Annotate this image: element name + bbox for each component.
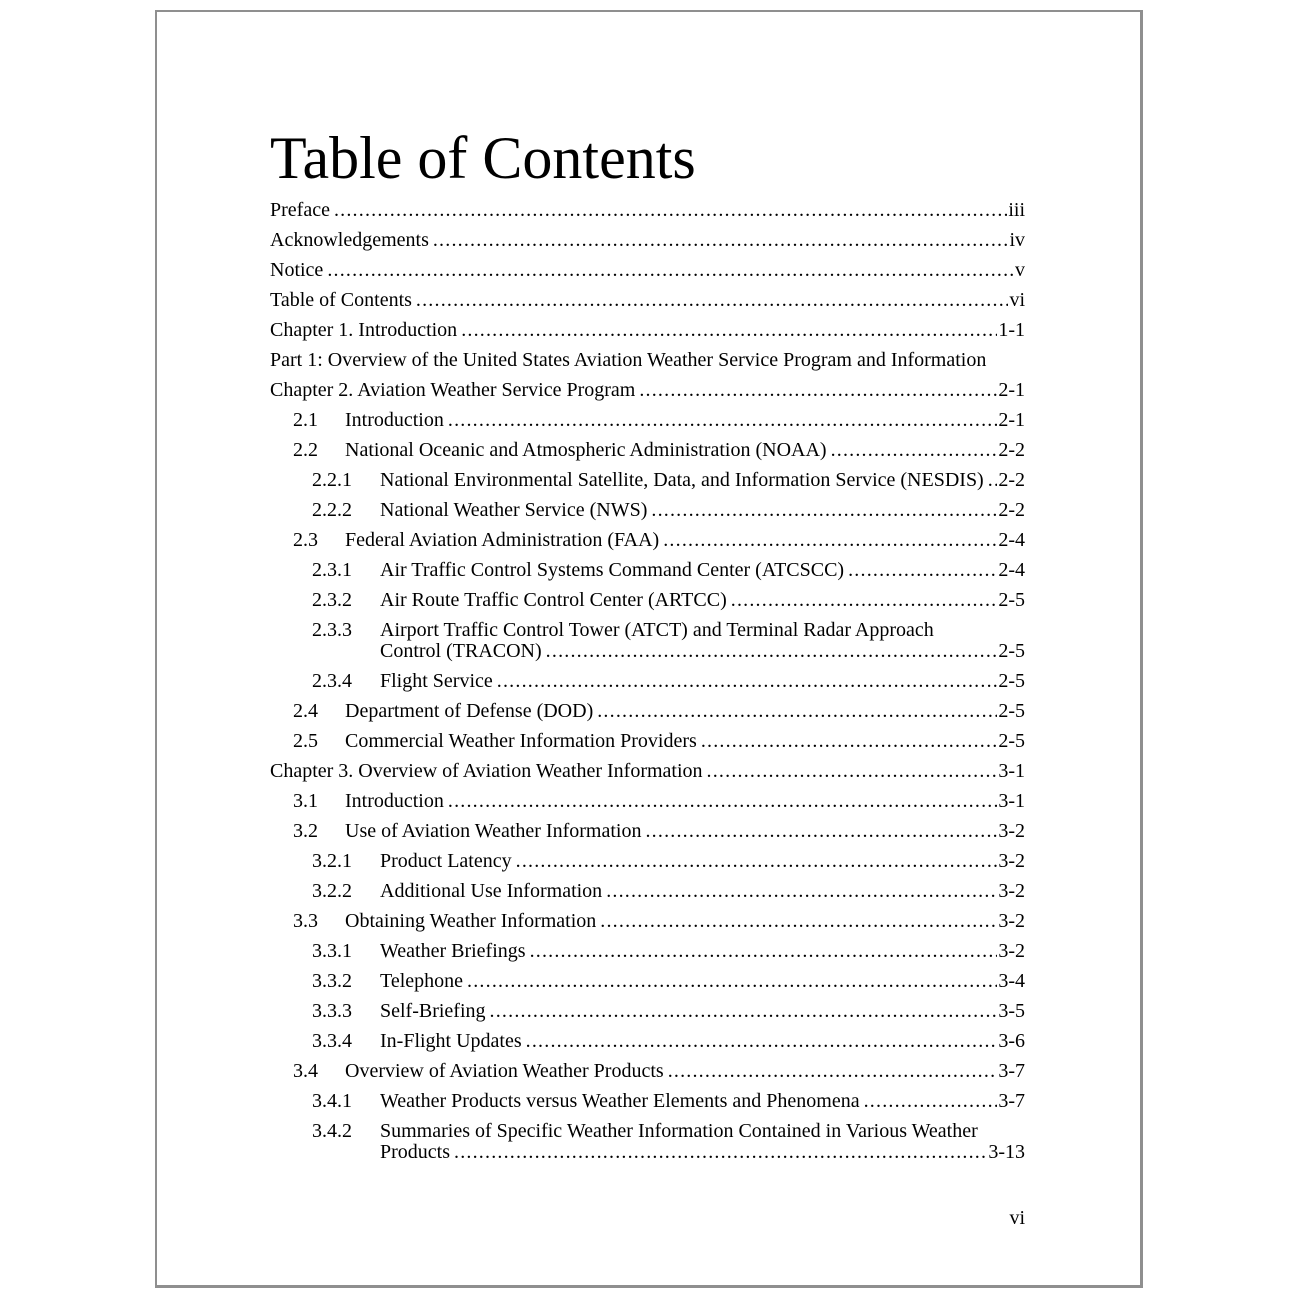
toc-entry-label: Table of Contents	[270, 289, 412, 311]
toc-entry	[270, 1091, 1025, 1112]
toc-entry-label: Flight Service	[380, 670, 493, 692]
toc-entry	[270, 701, 1025, 722]
dot-leader	[668, 1061, 998, 1082]
toc-entry-number: 3.2	[293, 820, 318, 842]
toc-entry-label-continued: Control (TRACON)	[380, 640, 542, 662]
toc-entry-number: 2.1	[293, 409, 318, 431]
toc-entry-page: 2-2	[998, 469, 1025, 491]
toc-entry-page: 2-5	[998, 640, 1025, 662]
toc-entry-page: 2-1	[998, 379, 1025, 401]
dot-leader	[467, 971, 997, 992]
toc-entry-number: 2.3.3	[312, 619, 352, 641]
toc-entry-number: 3.3.4	[312, 1030, 352, 1052]
toc-entry-number: 3.3.2	[312, 970, 352, 992]
toc-entry-number: 2.5	[293, 730, 318, 752]
dot-leader	[448, 791, 997, 812]
toc-entry-label: National Weather Service (NWS)	[380, 499, 648, 521]
toc-entry-label-continued: Products	[380, 1141, 450, 1163]
toc-entry-label: Commercial Weather Information Providers	[345, 730, 697, 752]
toc-entry-number: 3.3.1	[312, 940, 352, 962]
toc-entry	[270, 881, 1025, 902]
dot-leader	[600, 911, 997, 932]
toc-entry	[270, 731, 1025, 752]
dot-leader	[597, 701, 997, 722]
toc-entry-page: 2-5	[998, 730, 1025, 752]
toc-entry-label: Chapter 3. Overview of Aviation Weather Information	[270, 760, 703, 782]
toc-entry-number: 2.3	[293, 529, 318, 551]
toc-entry-label: Introduction	[345, 409, 444, 431]
toc-entry-page: 2-5	[998, 700, 1025, 722]
toc-entry-label: Federal Aviation Administration (FAA)	[345, 529, 660, 551]
toc-entry-page: 3-2	[998, 910, 1025, 932]
toc-entry	[270, 290, 1025, 311]
toc-entry	[270, 320, 1025, 341]
toc-entry	[270, 671, 1025, 692]
toc-entry	[270, 560, 1025, 581]
toc-entry	[270, 380, 1025, 401]
toc-entry-page: 3-7	[998, 1090, 1025, 1112]
toc-entry-page: 3-13	[988, 1141, 1025, 1163]
toc-entry-label: National Oceanic and Atmospheric Administration (NOAA)	[345, 439, 827, 461]
toc-entry-page: 3-1	[998, 760, 1025, 782]
toc-entry-page: 3-5	[998, 1000, 1025, 1022]
toc-entry-page: 2-4	[998, 559, 1025, 581]
toc-entry-number: 3.1	[293, 790, 318, 812]
dot-leader	[707, 761, 998, 782]
toc-entry	[270, 350, 1025, 371]
toc-entry-page: iv	[1009, 229, 1025, 251]
dot-leader	[731, 590, 998, 611]
toc-entry	[270, 851, 1025, 872]
page-title: Table of Contents	[270, 125, 696, 191]
dot-leader	[454, 1142, 987, 1163]
toc-entry-label: Air Route Traffic Control Center (ARTCC)	[380, 589, 727, 611]
toc-entry-page: 3-2	[998, 820, 1025, 842]
toc-entry-number: 3.4.2	[312, 1120, 352, 1142]
toc-entry-page: vi	[1009, 289, 1025, 311]
toc-entry-number: 2.2.2	[312, 499, 352, 521]
toc-entry-label: Overview of Aviation Weather Products	[345, 1060, 664, 1082]
toc-entry-number: 3.2.2	[312, 880, 352, 902]
toc-entry	[270, 470, 1025, 491]
dot-leader	[701, 731, 998, 752]
toc-entry-number: 2.3.2	[312, 589, 352, 611]
toc-entry	[270, 761, 1025, 782]
dot-leader	[651, 500, 997, 521]
toc-entry-page: 2-4	[998, 529, 1025, 551]
toc-entry	[270, 500, 1025, 521]
toc-entry-label: Use of Aviation Weather Information	[345, 820, 642, 842]
dot-leader	[497, 671, 998, 692]
toc-list	[270, 200, 1025, 1172]
toc-entry-page: 3-7	[998, 1060, 1025, 1082]
toc-entry-page: 3-1	[998, 790, 1025, 812]
toc-entry	[270, 410, 1025, 431]
toc-entry-page: v	[1015, 259, 1025, 281]
toc-entry-label: Air Traffic Control Systems Command Center (ATCSCC)	[380, 559, 845, 581]
toc-entry	[270, 620, 1025, 662]
toc-entry-number: 3.4.1	[312, 1090, 352, 1112]
toc-entry-number: 3.2.1	[312, 850, 352, 872]
dot-leader	[988, 470, 998, 491]
toc-entry-label: National Environmental Satellite, Data, and Information Service (NESDIS)	[380, 469, 984, 491]
toc-entry-number: 2.2.1	[312, 469, 352, 491]
footer-page-number: vi	[1009, 1207, 1025, 1229]
toc-entry	[270, 530, 1025, 551]
dot-leader	[606, 881, 997, 902]
toc-entry-page: 1-1	[998, 319, 1025, 341]
toc-entry-label: Product Latency	[380, 850, 512, 872]
dot-leader	[831, 440, 998, 461]
dot-leader	[334, 200, 1007, 221]
dot-leader	[490, 1001, 998, 1022]
dot-leader	[327, 260, 1014, 281]
toc-entry	[270, 911, 1025, 932]
toc-entry-label: Weather Products versus Weather Elements and Phenomena	[380, 1090, 860, 1112]
toc-entry-number: 3.3.3	[312, 1000, 352, 1022]
toc-entry-label: Additional Use Information	[380, 880, 603, 902]
dot-leader	[526, 1031, 998, 1052]
toc-entry-page: iii	[1008, 199, 1025, 221]
toc-entry-page: 3-2	[998, 880, 1025, 902]
toc-entry-label: Weather Briefings	[380, 940, 526, 962]
dot-leader	[433, 230, 1009, 251]
toc-entry	[270, 1121, 1025, 1163]
dot-leader	[645, 821, 997, 842]
dot-leader	[416, 290, 1009, 311]
toc-entry-page: 2-1	[998, 409, 1025, 431]
dot-leader	[663, 530, 997, 551]
dot-leader	[546, 641, 998, 662]
toc-entry-label: In-Flight Updates	[380, 1030, 522, 1052]
toc-entry	[270, 260, 1025, 281]
toc-entry	[270, 200, 1025, 221]
toc-entry-label: Notice	[270, 259, 324, 281]
dot-leader	[461, 320, 997, 341]
dot-leader	[448, 410, 997, 431]
toc-entry-label: Airport Traffic Control Tower (ATCT) and Terminal Radar Approach	[380, 619, 934, 641]
toc-entry-number: 2.2	[293, 439, 318, 461]
toc-entry	[270, 971, 1025, 992]
toc-entry	[270, 791, 1025, 812]
toc-entry-label: Acknowledgements	[270, 229, 429, 251]
toc-entry	[270, 590, 1025, 611]
toc-entry-page: 2-5	[998, 670, 1025, 692]
toc-entry-number: 2.4	[293, 700, 318, 722]
toc-entry-label: Part 1: Overview of the United States Aviation Weather Service Program and Information	[270, 349, 987, 371]
toc-entry-page: 2-2	[998, 439, 1025, 461]
toc-entry-label: Summaries of Specific Weather Information Contained in Various Weather	[380, 1120, 978, 1142]
toc-entry-label: Chapter 2. Aviation Weather Service Program	[270, 379, 636, 401]
toc-entry-page: 3-4	[998, 970, 1025, 992]
toc-entry-label: Self-Briefing	[380, 1000, 486, 1022]
toc-entry-number: 3.3	[293, 910, 318, 932]
toc-entry-page: 3-2	[998, 850, 1025, 872]
toc-entry-page: 2-5	[998, 589, 1025, 611]
dot-leader	[639, 380, 997, 401]
toc-entry	[270, 1001, 1025, 1022]
toc-entry-label: Obtaining Weather Information	[345, 910, 597, 932]
toc-entry-page: 3-6	[998, 1030, 1025, 1052]
toc-entry-number: 2.3.1	[312, 559, 352, 581]
toc-entry	[270, 1031, 1025, 1052]
toc-entry	[270, 230, 1025, 251]
dot-leader	[516, 851, 998, 872]
toc-entry-label: Preface	[270, 199, 330, 221]
toc-entry	[270, 941, 1025, 962]
dot-leader	[530, 941, 998, 962]
toc-entry	[270, 1061, 1025, 1082]
toc-entry-label: Chapter 1. Introduction	[270, 319, 458, 341]
toc-entry-label: Telephone	[380, 970, 464, 992]
toc-entry-page: 3-2	[998, 940, 1025, 962]
toc-entry-label: Department of Defense (DOD)	[345, 700, 594, 722]
toc-entry	[270, 821, 1025, 842]
toc-entry	[270, 440, 1025, 461]
toc-entry-page: 2-2	[998, 499, 1025, 521]
dot-leader	[864, 1091, 998, 1112]
toc-entry-number: 3.4	[293, 1060, 318, 1082]
toc-entry-label: Introduction	[345, 790, 444, 812]
toc-entry-number: 2.3.4	[312, 670, 352, 692]
document-page	[155, 10, 1143, 1288]
dot-leader	[848, 560, 997, 581]
